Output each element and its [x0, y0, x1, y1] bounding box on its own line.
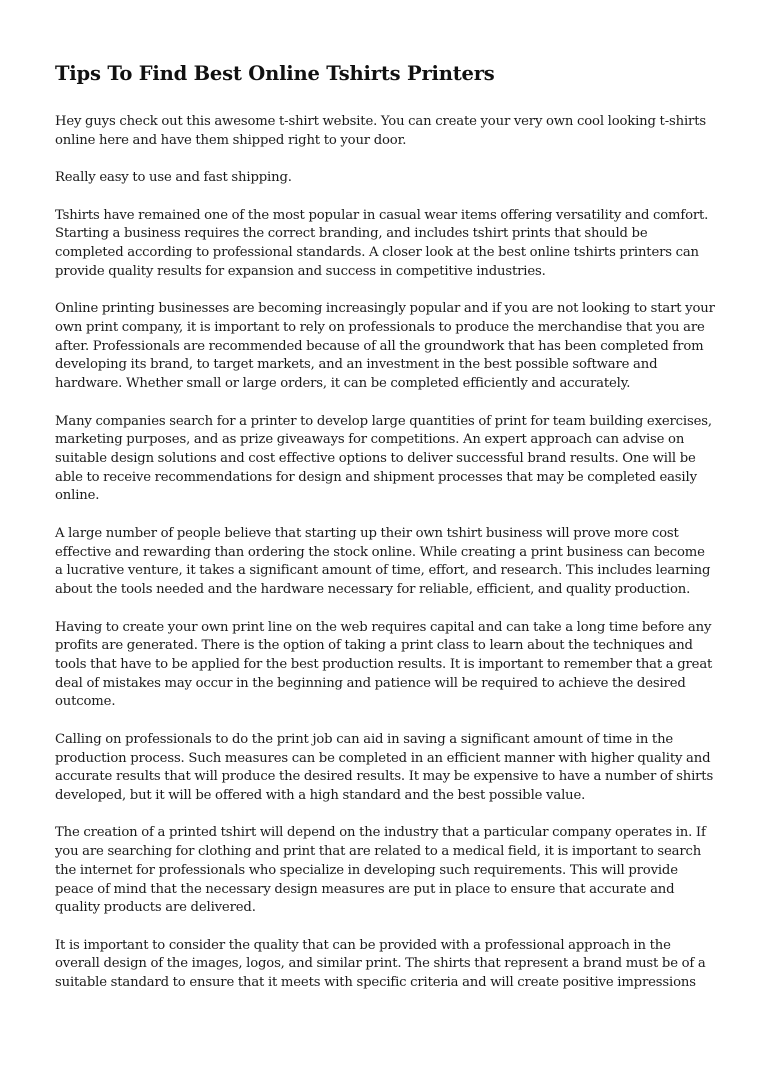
paragraph-shipping: Really easy to use and fast shipping. — [55, 170, 292, 186]
paragraph-own-business: A large number of people believe that starting up their own tshirt business will prove more cost effective and rewarding than ordering the stock online. While creating a print business can become a lucrative venture, it takes a significant amount of time, effort, and research. This includes learning about the tools needed and the hardware necessary for reliable, efficient, and quality production. — [55, 525, 711, 598]
paragraph-online-printing: Online printing businesses are becoming increasingly popular and if you are not looking to start your own print company, it is important to rely on professionals to produce the merchandise that you are after. Professionals are recommended because of all the groundwork that has been completed from developing its brand, to target markets, and an investment in the best possible software and hardware. Whether small or large orders, it can be completed efficiently and accurately. — [55, 301, 715, 392]
paragraph-print-line: Having to create your own print line on the web requires capital and can take a long time before any profits are generated. There is the option of taking a print class to learn about the techniques and tools that have to be applied for the best production results. It is important to remember that a great deal of mistakes may occur in the beginning and patience will be required to achieve the desired outcome. — [55, 619, 713, 710]
paragraph-industry: The creation of a printed tshirt will depend on the industry that a particular company operates in. If you are searching for clothing and print that are related to a medical field, it is important to search the internet for professionals who specialize in developing such requirements. This will provide peace of mind that the necessary design measures are put in place to ensure that accurate and quality products are delivered. — [55, 825, 706, 916]
page-title: Tips To Find Best Online Tshirts Printers — [55, 62, 495, 85]
paragraph-professionals: Calling on professionals to do the print job can aid in saving a significant amount of time in the production process. Such measures can be completed in an efficient manner with higher quality and accurate results that will produce the desired results. It may be expensive to have a number of shirts developed, but it will be offered with a high standard and the best possible value. — [55, 731, 714, 803]
document-page — [55, 62, 715, 1012]
paragraph-popularity: Tshirts have remained one of the most popular in casual wear items offering versatility and comfort. Starting a business requires the correct branding, and includes tshirt prints that should be completed according to professional standards. A closer look at the best online tshirts printers can provide quality results for expansion and success in competitive industries. — [55, 207, 709, 279]
paragraph-intro: Hey guys check out this awesome t-shirt website. You can create your very own cool looking t-shirts online here and have them shipped right to your door. — [55, 114, 706, 148]
paragraph-companies: Many companies search for a printer to develop large quantities of print for team building exercises, marketing purposes, and as prize giveaways for competitions. An expert approach can advise on suitable design solutions and cost effective options to deliver successful brand results. One will be able to receive recommendations for design and shipment processes that may be completed easily online. — [55, 413, 712, 504]
paragraph-quality: It is important to consider the quality that can be provided with a professional approach in the overall design of the images, logos, and similar print. The shirts that represent a brand must be of a suitable standard to ensure that it meets with specific criteria and will create positive impressions — [55, 937, 706, 991]
